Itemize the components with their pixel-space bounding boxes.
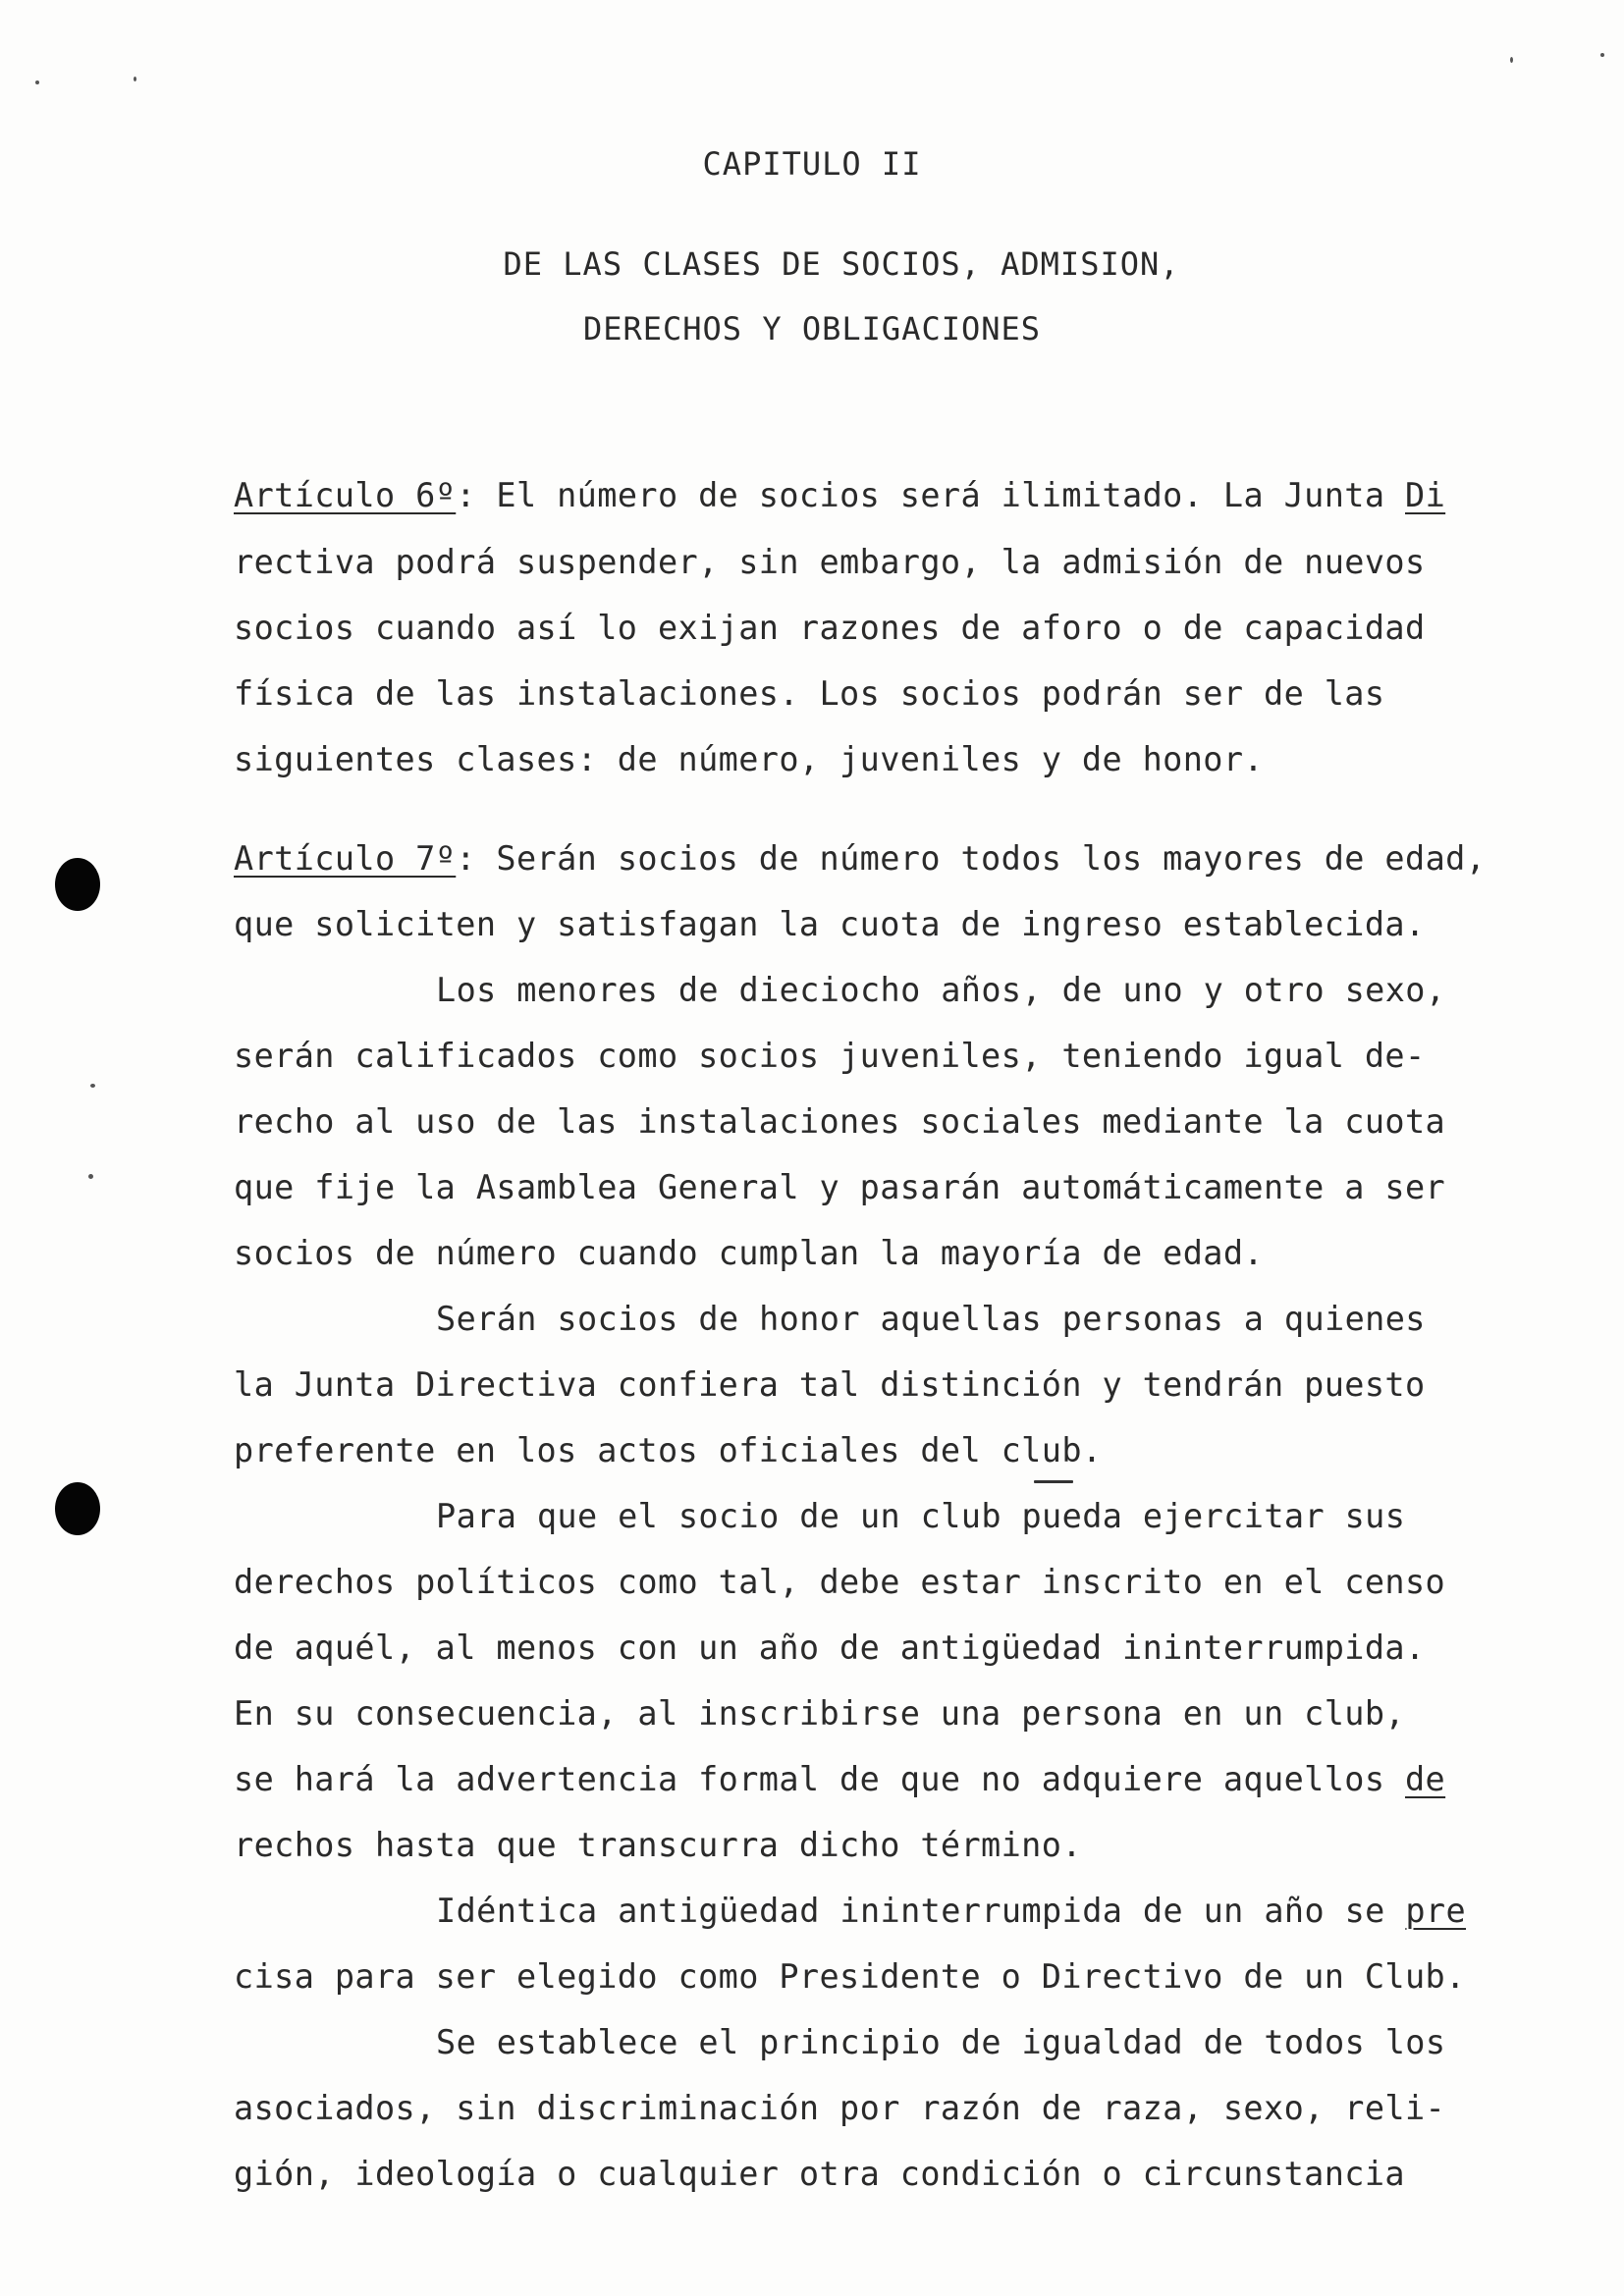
- article-6-line-3: socios cuando así lo exijan razones de aforo o de capacidad: [234, 609, 1426, 647]
- paper-speck: [90, 1084, 95, 1088]
- article-6-line-4: física de las instalaciones. Los socios podrán ser de las: [234, 674, 1385, 713]
- article-7-line-20: asociados, sin discriminación por razón de raza, sexo, reli-: [234, 2089, 1446, 2127]
- article-7-line-15: se hará la advertencia formal de que no adquiere aquellos de: [234, 1760, 1446, 1798]
- article-7-line-14: En su consecuencia, al inscribirse una persona en un club,: [234, 1694, 1405, 1733]
- article-7-line-10: preferente en los actos oficiales del club.: [234, 1431, 1103, 1469]
- chapter-title-line-1: DE LAS CLASES DE SOCIOS, ADMISION,: [503, 245, 1180, 283]
- article-7-line-5: recho al uso de las instalaciones sociales mediante la cuota: [234, 1102, 1446, 1141]
- paper-speck: [35, 80, 39, 84]
- article-6-label: Artículo 6º: [234, 476, 457, 514]
- chapter-heading: CAPITULO II: [702, 145, 922, 183]
- article-7-line-19: Se establece el principio de igualdad de todos los: [436, 2023, 1446, 2061]
- paper-speck: [134, 77, 136, 81]
- article-7-line-17: Idéntica antigüedad ininterrumpida de un año se pre: [436, 1892, 1467, 1930]
- article-7-line-9: la Junta Directiva confiera tal distinción y tendrán puesto: [234, 1365, 1426, 1404]
- paper-speck: [1600, 53, 1604, 57]
- article-7-line-21: gión, ideología o cualquier otra condición o circunstancia: [234, 2155, 1405, 2193]
- article-6-line-1: Artículo 6º: El número de socios será ilimitado. La Junta Di: [234, 476, 1446, 514]
- paper-speck: [88, 1174, 93, 1179]
- article-7-line-1: Artículo 7º: Serán socios de número todos los mayores de edad,: [234, 839, 1487, 878]
- chapter-title-line-2: DERECHOS Y OBLIGACIONES: [582, 310, 1042, 347]
- article-7-line-3: Los menores de dieciocho años, de uno y otro sexo,: [436, 971, 1446, 1009]
- article-7-line-4: serán calificados como socios juveniles, teniendo igual de-: [234, 1037, 1426, 1075]
- article-7-line-8: Serán socios de honor aquellas personas a quienes: [436, 1300, 1426, 1338]
- article-6-line-2: rectiva podrá suspender, sin embargo, la admisión de nuevos: [234, 543, 1426, 581]
- punch-hole: [55, 1482, 100, 1535]
- article-7-line-7: socios de número cuando cumplan la mayoría de edad.: [234, 1234, 1265, 1272]
- punch-hole: [55, 858, 100, 911]
- ink-mark: [1034, 1480, 1073, 1483]
- paper-speck: [1510, 57, 1513, 63]
- article-7-line-18: cisa para ser elegido como Presidente o Directivo de un Club.: [234, 1957, 1466, 1996]
- article-7-line-12: derechos políticos como tal, debe estar inscrito en el censo: [234, 1563, 1446, 1601]
- article-7-line-13: de aquél, al menos con un año de antigüedad ininterrumpida.: [234, 1629, 1426, 1667]
- article-7-label: Artículo 7º: [234, 839, 457, 878]
- article-7-line-6: que fije la Asamblea General y pasarán automáticamente a ser: [234, 1168, 1446, 1206]
- article-7-line-16: rechos hasta que transcurra dicho término.: [234, 1826, 1082, 1864]
- article-7-line-2: que soliciten y satisfagan la cuota de ingreso establecida.: [234, 905, 1426, 943]
- article-7-line-11: Para que el socio de un club pueda ejercitar sus: [436, 1497, 1406, 1535]
- article-6-line-5: siguientes clases: de número, juveniles y de honor.: [234, 740, 1265, 778]
